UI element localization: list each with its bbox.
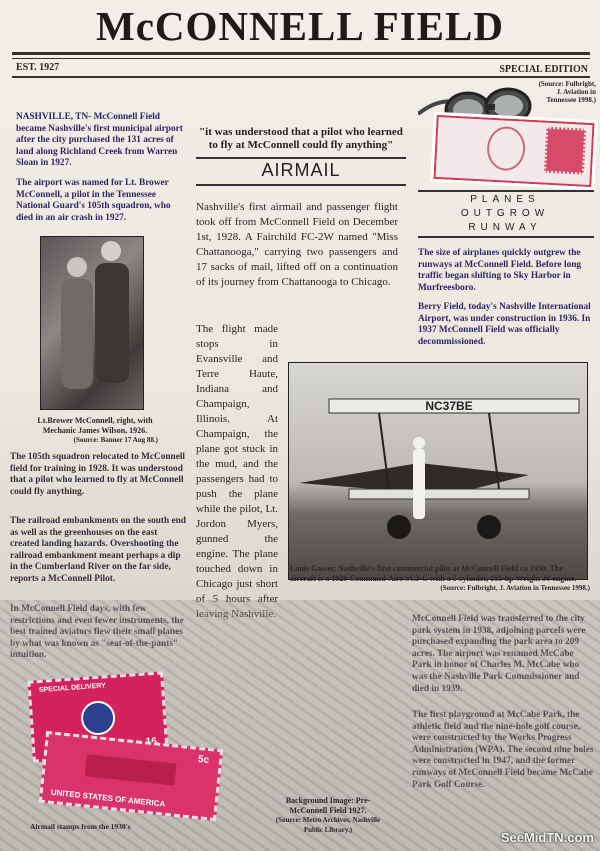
background-image-source: (Source: Metro Archives, Nashville Public Library.) — [275, 816, 381, 834]
airmail-paragraph-1: Nashville's first airmail and passenger flight took off from McConnell Field on December 1st, 1928. A Fairchild FC-2W named "Miss Chattanooga," carrying two passengers and 17 sacks of mail, lifted off on a continuation of its journey from Chattanooga to Chicago. — [196, 201, 398, 288]
goggles-credit: (Source: Fulbright, J. Aviation in Tennessee 1998.) — [538, 80, 596, 104]
site-watermark: SeeMidTN.com — [500, 830, 594, 845]
masthead-rule-bottom — [12, 76, 590, 78]
established-date: EST. 1927 — [16, 62, 60, 73]
photo-caption: Lt.Brower McConnell, right, with Mechanic James Wilson, 1926. — [37, 416, 153, 435]
stamp-top-line: SPECIAL DELIVERY — [38, 682, 106, 695]
planes-rule-top — [418, 190, 594, 192]
stamp-bottom-line: UNITED STATES OF AMERICA — [50, 787, 166, 809]
edition-label: SPECIAL EDITION — [499, 64, 588, 75]
plane-photo-source: (Source: Fulbright, J. Aviation in Tennessee 1998.) — [440, 584, 590, 592]
airmail-rule — [196, 184, 406, 186]
airmail-paragraph-2: The flight made stops in Evansville and Terre Haute, Indiana and Champaign, Illinois. At Champaign, the plane got stuck in the mud, and the passengers had to push the plane while the pilot, Lt. Jordon Myers, gunned the engine. The plane touched down in Chicago just short of 5 hours after leaving Nashville. — [196, 323, 278, 620]
airmail-quote: "it was understood that a pilot who learned to fly at McConnell could fly anything" — [199, 126, 403, 151]
planes-heading-line1: PLANES — [470, 194, 540, 205]
instruments-paragraph: In McConnell Field days, with few restrictions and even fewer instruments, the best trained aviators flew their small planes by what was known as "seat-of-the-pants" intuition. — [10, 604, 184, 661]
airmail-heading: AIRMAIL — [261, 160, 341, 180]
airplane-engraving-icon — [85, 754, 177, 785]
masthead-rule-thin — [12, 58, 590, 59]
park-paragraph: McConnell Field was transferred to the city park system in 1938, adjoining parcels were purchased expanding the park area to 209 acres. The airport was renamed McCabe Park in honor of Charles M. McCabe who was the Nashville Park Commissioner and died in 1939. — [412, 614, 586, 694]
named-for-paragraph: The airport was named for Lt. Brower McConnell, a pilot in the Tennessee National Guard's 105th squadron, who died in an air crash in 1927. — [16, 178, 171, 223]
playground-paragraph: The first playground at McCabe Park, the athletic field and the nine-hole golf course, were constructed by the Works Progress Administration (WPA). The second nine holes were constructed in 1947, and the former runways of McConnell Field became McCabe Park Golf Course. — [412, 710, 594, 790]
stamp-bottom-value: 5c — [197, 753, 210, 767]
berry-field-paragraph: Berry Field, today's Nashville International Airport, was under construction in 1936. In 1937 McConnell Field was officially decommissioned. — [418, 302, 591, 347]
stamps-caption: Airmail stamps from the 1930's — [30, 822, 131, 831]
planes-rule-bottom — [418, 236, 594, 238]
outgrow-paragraph: The size of airplanes quickly outgrew the runways at McConnell Field. Before long traffic began shifting to Sky Harbor in Murfreesboro. — [418, 248, 582, 293]
photo-source: (Source: Banner 17 Aug 88.) — [73, 436, 158, 444]
mcconnell-wilson-photo — [40, 236, 144, 410]
eagle-emblem-icon — [80, 700, 116, 736]
background-image-caption: Background Image: Pre-McConnell Field 1927. — [285, 796, 371, 815]
command-aire-photo — [288, 362, 588, 580]
masthead-rule-top — [12, 52, 590, 55]
envelope-stamp-icon — [544, 127, 586, 175]
railroad-paragraph: The railroad embankments on the south end as well as the greenhouses on the east created landing hazards. Overshooting the railroad embankment meant perhaps a dip in the Cumberland River on the far side, reports a McConnell Pilot. — [10, 516, 186, 584]
plane-photo-caption: Louis Gasser, Nashville's first commercial pilot at McConnell Field ca 1930. The aircraft is a 1929 Command-Aire SC3-C with a 5 cylinder, 165-hp Wright J6 engine. — [290, 564, 577, 583]
postmark-icon — [486, 126, 526, 172]
airmail-envelope-image — [430, 112, 597, 190]
quote-rule — [196, 157, 406, 159]
page-title: McCONNELL FIELD — [96, 3, 504, 49]
planes-heading-line2: OUTGROW — [460, 208, 550, 219]
planes-heading-line3: RUNWAY — [468, 222, 542, 233]
plane-registration: NC37BE — [425, 399, 473, 413]
intro-paragraph: NASHVILLE, TN- McConnell Field became Nashville's first municipal airport after the city purchased the 131 acres of land along Richland Creek from Warren Sloan in 1927. — [16, 112, 183, 169]
squadron-paragraph: The 105th squadron relocated to McConnell field for training in 1928. It was understood that a pilot who learned to fly at McConnell could fly anything. — [10, 452, 186, 497]
